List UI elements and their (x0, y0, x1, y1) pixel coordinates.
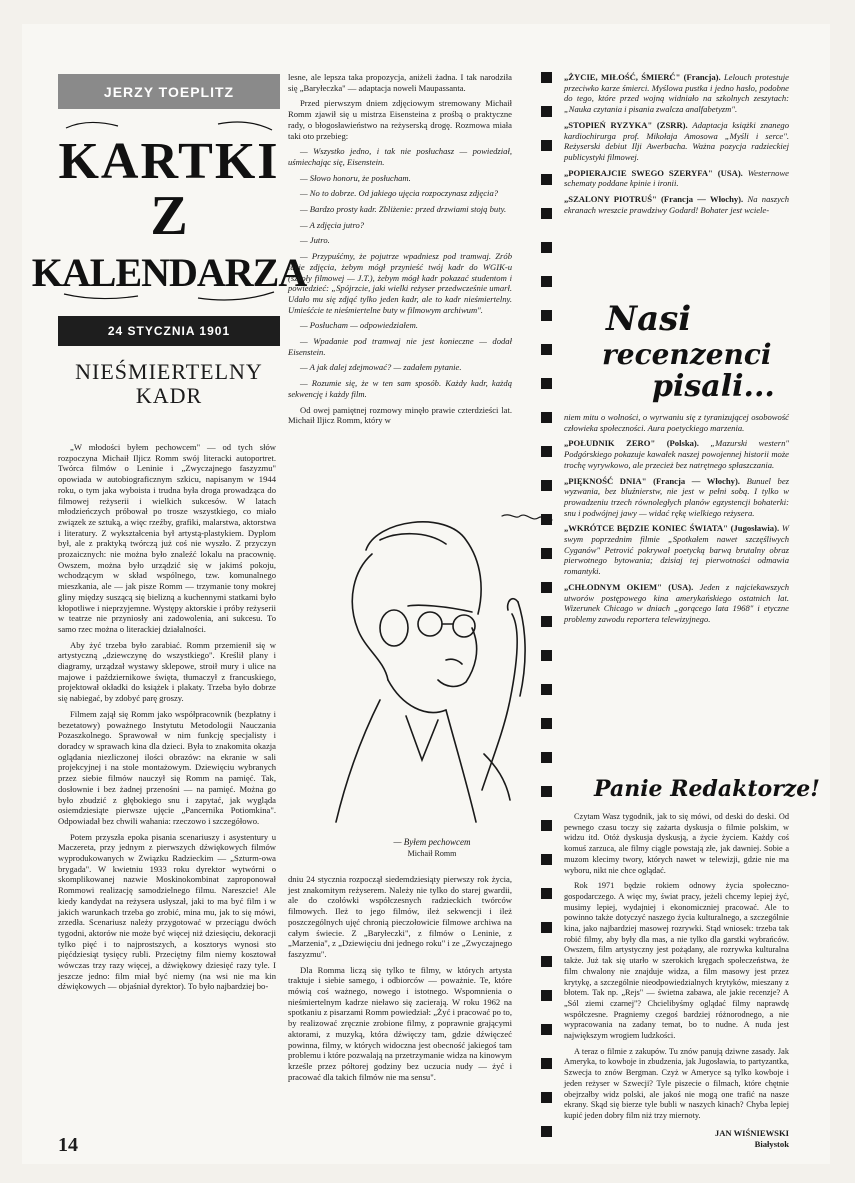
review-item (564, 194, 789, 215)
paragraph: Filmem zajął się Romm jako współpracownik (bezpłatny i bezetatowy) poważnego Instytutu Metodologii Nauczania Pozaszkolnego. Sprawował w nim funkcję specjalisty i doradcy w sprawach kina dla dzieci. Była to znakomita okazja oglądania niezliczonej ilości obrazów: na ekranie w sali projekcyjnej i na stole montażowym. Dziewięciu wybranych przez siebie filmów nauczył się Romm na pamięć. Tak, dosłownie i bez żadnej przenośni — na pamięć. Można go było zbudzić z głębokiego snu i zapytać, jak wygląda osiemdziesiąte pierwsze ujęcie „Pancernika Potiomkina". Odpowiadał bez chwili wahania: rzeczowo i szczegółowo. (58, 708, 276, 826)
review-item (564, 168, 789, 189)
review-title: „STOPIEŃ RYZYKA" (ZSRR). (564, 119, 688, 130)
paragraph: Aby żyć trzeba było zarabiać. Romm przemienił się w artystyczną „dziewczynę do wszystkiego". Kreślił plany i diagramy, urządzał wystawy sklepowe, stroił mury i ulice na majowe i październikowe święta, tłumaczył z francuskiego, projektował okładki do książek i plakaty. Trzeba było dobrze się nabiegać, by zdobyć parę groszy. (58, 639, 276, 704)
review-text: niem mitu o wolności, o wyrwaniu się z tyranizującej osobowość człowieka społeczności. Aura poetyckiego marzenia. (564, 412, 789, 433)
review-text: Na naszych ekranach wreszcie prawdziwy Godard! Bohater jest wciele- (564, 194, 789, 215)
dialogue-line: — Wpadanie pod tramwaj nie jest konieczne — dodał Eisenstein. (288, 336, 512, 357)
dialogue-line: — No to dobrze. Od jakiego ujęcia rozpoczynasz zdjęcia? (300, 188, 499, 199)
column-2 (288, 72, 512, 431)
film-strip-decoration (536, 72, 556, 1167)
review-title: „PIĘKNOŚĆ DNIA" (Francja — Włochy). (564, 475, 740, 486)
dialogue-line: — Rozumie się, że w ten sam sposób. Każdy kadr, każdą sekwencję i każdy film. (288, 378, 512, 399)
paragraph: Potem przyszła epoka pisania scenariuszy i asystentury u Maczereta, przy jednym z pierwszych dźwiękowych filmów wyprodukowanych w Związku Radzieckim — „Szturm-owa brygada". W kwietniu 1933 roku dyrektor wytwórni o skomplikowanej nazwie Moskinokombinat zaproponował Rommowi realizację samodzielnego filmu. Nareszcie! Ale kiedy kandydat na reżysera usłyszał, jaki to ma być film i w jakich warunkach trzeba go zrobić, mina mu, jak to się mówi, zrzedła. Scenariusz należy przygotować w przeciągu dwóch tygodni, aktorów nie może być więcej niż dziesięciu, dekoracji tylko pięć i to najprostszych, a kosztorys wynosi sto pięćdziesiąt tysięcy rubli. Przeciętny film niemy kosztował wówczas trzy razy więcej, a dźwiękowy dziesięć razy tyle. I jeszcze jedno: film miał być niemy (na wsi nie ma kin dźwiękowych — objaśniał dyrektor). To było najbardziej bo- (58, 831, 276, 992)
panie-redaktorze-title (590, 770, 820, 806)
letter-paragraph: Czytam Wasz tygodnik, jak to się mówi, od deski do deski. Od pewnego czasu toczy się zażarta dyskusja o filmie polskim, w widzu itd. Otóż dyskusja dyskusją, a życie życiem. Każdy coś komuś zarzuca, ale filmy ciągle powstają złe, jak dawniej. Sobie a muzom klecimy twory, których nawet w telewizji, gdzie nie ma wyboru, nikt nie chce oglądać. (564, 812, 789, 875)
headline-line-2: KADR (135, 383, 203, 408)
paragraph: Przed pierwszym dniem zdjęciowym stremowany Michaił Romm zjawił się u mistrza Eisensteina z prośbą o praktyczne rady, o błogosławieństwo na reżyserską drogę. Rozmowa miała taki oto przebieg: (288, 98, 512, 141)
dialogue-line: — Słowo honoru, że posłucham. (300, 172, 411, 183)
illustration-caption (332, 836, 532, 860)
logo-line-3: KALENDARZA (31, 250, 307, 295)
review-title: „POPIERAJCIE SWEGO SZERYFA" (USA). (564, 167, 743, 178)
review-text: Westernowe schematy poddane kpinie i ironii. (564, 167, 789, 189)
paragraph: Od owej pamiętnej rozmowy minęło prawie czterdzieści lat. Michaił Iljicz Romm, który w (288, 404, 512, 426)
review-text: „Mazurski western" Podgórskiego pokazuje kawałek naszej powojennej historii może trochę wyrywkowo, ale przecież bez natrętnego spłaszczania. (564, 438, 789, 470)
paragraph: Dla Romma liczą się tylko te filmy, w których artysta traktuje i siebie samego, i odbiorców — poważnie. Te, które mówią coś ważnego, nowego i istotnego. Wspomnienia o nieśmiertelnym kadrze nieławo się zacierają. W roku 1962 na spotkaniu z pisarzami Romm powiedział: „Żyć i pracować po to, by realizować zręcznie zrobione filmy, z poprawnie grającymi aktorami, z muzyką, która dźwięczy tam, gdzie dźwięczeć powinna, filmy, w których widoczna jest obecność jakiegoś tam problemu i które pozwalają na przetrzymanie widza na kinowym krześle przez półtorej godziny bez uczucia nudy — żyć i pracować dla takich filmów nie ma sensu". (288, 964, 512, 1082)
logo-line-2: Z (150, 185, 188, 247)
review-text: W swym poprzednim filmie „Spotkałem nawet szczęśliwych Cyganów" Petrović pokrywał poetycką barwą brutalny obraz pierwotnego bytowania; dzisiaj tej pierwotności odmawia romantyki. (564, 523, 789, 577)
dialogue-line: — Posłucham — odpowiedziałem. (300, 320, 418, 331)
nasi-recenzenci-title (602, 296, 792, 406)
magazine-page (22, 24, 830, 1164)
review-item (564, 476, 789, 519)
review-item (564, 72, 789, 115)
column-1 (58, 442, 276, 997)
review-title: „SZALONY PIOTRUŚ" (Francja — Włochy). (564, 194, 744, 205)
dialogue-line: — A jak dalej zdejmować? — zadałem pytanie. (300, 362, 462, 373)
review-text: Jeden z najciekawszych utworów postępowego kina amerykańskiego ostatnich lat. Wizerunek Chicago w dniach „gorącego lata 1968" i etyczne problemy zawodu reportera telewizyjnego. (564, 581, 789, 624)
date-label: 24 STYCZNIA 1901 (107, 324, 231, 338)
author-name: JERZY TOEPLITZ (103, 83, 235, 100)
letter-signature (564, 1128, 789, 1150)
review-item (564, 120, 789, 163)
dialogue-line: — A zdjęcia jutro? (300, 219, 365, 230)
review-item (564, 523, 789, 577)
paragraph: „W młodości byłem pechowcem" — od tych słów rozpoczyna Michaił Iljicz Romm swój literacki autoportret. Twórca filmów o Leninie i „Zwyczajnego faszyzmu" opowiada w autobiograficznym szkicu, napisanym w 1944 roku, o tym jaka wyboista i trudna była droga prowadząca do filmowej reżyserii i wielkich sukcesów. W latach młodzieńczych próbował po trosze wszystkiego, co miało związek ze sztuką, a więc rzeźby, grafiki, malarstwa, aktorstwa i literatury. Z wykształcenia był artystą-plastykiem. Dyplom był, ale z praktyką twórczą już coś nie wyszło. Z przyczyn prozaicznych: nie można było znaleźć lokalu na pracownię. Owszem, można było urządzić się w jakimś pokoju, wchodzącym w skład wspólnego, tzw. komunalnego mieszkania, ale — jak pisze Romm — trzymanie tony mokrej gliny między suszącą się bielizną a kuchennymi statkami było kłopotliwe i nieprzyjemne. Występy aktorskie i próby reżyserii w teatrze nie przyniosły ani zadowolenia, ani sukcesu. To samo rzec można o literackiej działalności. (58, 442, 276, 634)
review-text: Adaptacja książki znanego kardiochirurga prof. Mikołaja Amosowa „Myśli i serce". Reżyserski debiut Ilji Awerbacha. Ważna pozycja radzieckiej publicystyki filmowej. (564, 119, 790, 162)
review-item (564, 438, 789, 470)
review-title: „WKRÓTCE BĘDZIE KONIEC ŚWIATA" (Jugosławia). (564, 523, 780, 534)
logo-line-1: KARTKI (58, 133, 280, 190)
paragraph: lesne, ale lepsza taka propozycja, aniżeli żadna. I tak narodziła się „Baryłeczka" — adaptacja noweli Maupassanta. (288, 72, 512, 93)
review-text: Bunuel bez wyzwania, bez bluźnierstw, nie jest w pełni sobą. I tylko w prowadzeniu trzech równoległych planów egzystencji bohaterki: snu i podwójnej jawy — widać rękę wielkiego reżysera. (564, 475, 790, 518)
letter-paragraph: Rok 1971 będzie rokiem odnowy życia społeczno-gospodarczego. A więc my, świat pracy, jeżeli chcemy lepiej żyć, musimy lepiej, wydajniej i ekonomiczniej pracować. Ale to powinno także dotyczyć naszego życia kulturalnego, a szczególnie kina, jako najbardziej masowej rozrywki. Stąd wniosek: trzeba tak robić filmy, aby były dla mas, a nie tylko dla garstki wybrańców. Owszem, film artystyczny jest pożądany, ale rozrywka kulturalna także. Już tak się utarło w szerokich kręgach społeczeństwa, że film chwalony nie znajduje widza, a film masowy jest przez krytykę, a szczególnie nieodpowiedzialnych krytyków, mieszany z błotem. Tak np. „Rejs" — świetna zabawa, ale jakie recenzje? A „Sól ziemi czarnej"? Chcielibyśmy oglądać filmy naprawdę współczesne. Pragniemy czegoś bardziej różnorodnego, a nie wypracowania na zadany temat, bo to nudne. A nuda jest największym wrogiem ludzkości. (564, 881, 789, 1041)
headline-line-1: NIEŚMIERTELNY (75, 359, 263, 384)
author-bar (58, 74, 280, 109)
signature-city: Białystok (754, 1138, 789, 1149)
column-logo (31, 116, 307, 306)
dialogue-line: — Bardzo prosty kadr. Zbliżenie: przed drzwiami stoją buty. (300, 204, 507, 215)
page-number: 14 (58, 1134, 78, 1156)
caption-quote: — Byłem pechowcem (393, 837, 471, 847)
review-item (564, 412, 789, 433)
review-item (564, 582, 789, 625)
column-2-continued (288, 874, 512, 1087)
dialogue-line: — Przypuśćmy, że pojutrze wpadniesz pod tramwaj. Zrób takie zdjęcia, żebym mógł przynieść twój kadr do WGIK-u (szkoły filmowej — J.T.), żebym mógł kadr pokazać studentom i powiedzieć: „Spójrzcie, jaki wielki reżyser przedwcześnie umarł. Udało mu się zdjąć tylko jeden kadr, ale to kadr nieśmiertelny. Umieśćcie te nieśmiertelne buty w filmowym archiwum". (288, 251, 512, 315)
reviews-column (564, 72, 789, 220)
dialogue-line: — Wszystko jedno, i tak nie posłuchasz — powiedział, uśmiechając się, Eisenstein. (288, 146, 512, 167)
dialogue-line: — Jutro. (300, 235, 330, 246)
recenzenci-line-3: pisali... (652, 369, 775, 404)
caption-author: Michaił Romm (407, 849, 457, 858)
reader-letter (564, 812, 789, 1150)
reviews-column-continued (564, 412, 789, 630)
signature-name: JAN WIŚNIEWSKI (714, 1127, 789, 1138)
review-title: „ŻYCIE, MIŁOŚĆ, ŚMIERĆ" (Francja). (564, 72, 721, 82)
review-title: „CHŁODNYM OKIEM" (USA). (564, 581, 694, 592)
letter-paragraph: A teraz o filmie z zakupów. Tu znów panują dziwne zasady. Jak Ameryka, to kowboje in zbudzenia, jak Jugosławia, to partyzantka, Szwecja to znów Bergman. Czyż w Ameryce są tylko kowboje i jeden reżyser w Szwecji? Tyle piszecie o filmach, które chętnie obejrzałby widz polski, ale jakoś nie mogą one trafić na nasze ekrany. Skąd się bierze tyle bubli w naszych kinach? Chyba lepiej kupić jeden dobry film niż trzy miernoty. (564, 1046, 789, 1120)
romm-caricature-illustration (306, 510, 556, 828)
review-text: Lelouch protestuje przeciwko karze śmierci. Myślowa pustka i jedno hasło, podobne do tego, które przed wojną widniało na szkolnych zeszytach: „Nauka czytania i pisania zwalcza analfabetyzm". (564, 72, 789, 115)
date-bar (58, 316, 280, 346)
paragraph: dniu 24 stycznia rozpoczął siedemdziesiąty pierwszy rok życia, jest znakomitym reżyserem. Należy nie tylko do starej gwardii, ale do czołówki współczesnych radzieckich twórców filmowych. Ileż to jego filmów, ileż sekwencji i ileż poszczególnych ujęć chronią pieczołowicie filmowe archiwa na całym świecie. Z „Baryłeczki", z filmów o Leninie, z „Marzenia", z „Dziewięciu dni jednego roku" i ze „Zwyczajnego faszyzmu". (288, 874, 512, 959)
review-title: „POŁUDNIK ZERO" (Polska). (564, 438, 699, 449)
recenzenci-line-1: Nasi (606, 299, 692, 339)
article-headline (58, 360, 280, 408)
recenzenci-line-2: recenzenci (602, 338, 772, 371)
letter-heading: Panie Redaktorze! (594, 776, 820, 802)
